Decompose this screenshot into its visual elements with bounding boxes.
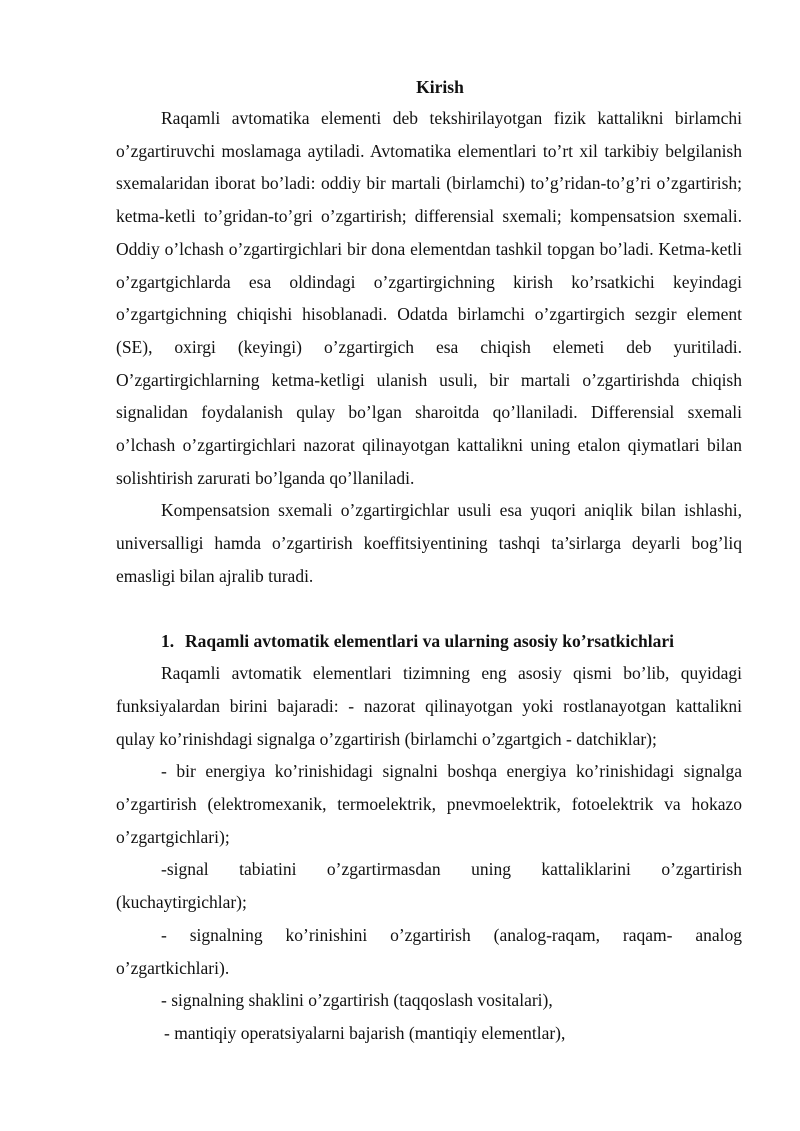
section-heading (116, 625, 742, 658)
list-item-analog-digital: - signalning ko’rinishini o’zgartirish (analog-raqam, raqam- analog o’zgartkichlari). (116, 924, 742, 978)
intro-paragraph-1: Raqamli avtomatika elementi deb tekshirilayotgan fizik kattalikni birlamchi o’zgartiruvchi moslamaga aytiladi. Avtomatika elementlari to’rt xil tarkibiy belgilanish sxemalaridan iborat bo’ladi: oddiy bir martali (birlamchi) to’g’ridan-to’g’ri o’zgartirish; ketma-ketli to’gridan-to’gri o’zgartirish; differensial sxemali; kompensatsion sxemali. Oddiy o’lchash o’zgartirgichlari bir dona elementdan tashkil topgan bo’ladi. Ketma-ketli o’zgartgichlarda esa oldindagi o’zgartirgichning kirish ko’rsatkichi keyindagi o’zgartgichning chiqishi hisoblanadi. Odatda birlamchi o’zgartirgich sezgir element (SE), oxirgi (keyingi) o’zgartirgich esa chiqish elemeti deb yuritiladi. O’zgartirgichlarning ketma-ketligi ulanish usuli, bir martali o’zgartirishda chiqish signalidan foydalanish qulay bo’lgan sharoitda qo’llaniladi. Differensial sxemali o’lchash o’zgartirgichlari nazorat qilinayotgan kattalikni uning etalon qiymatlari bilan solishtirish zarurati bo’lganda qo’llaniladi. (116, 108, 742, 488)
page-title: Kirish (416, 77, 464, 97)
intro-paragraph-2: Kompensatsion sxemali o’zgartirgichlar usuli esa yuqori aniqlik bilan ishlashi, universalligi hamda o’zgartirish koeffitsiyentining tashqi ta’sirlarga deyarli bog’liq emasligi bilan ajralib turadi. (116, 500, 742, 586)
list-item-signal-shape: - signalning shaklini o’zgartirish (taqqoslash vositalari), (161, 990, 553, 1011)
list-item-logic-operations: - mantiqiy operatsiyalarni bajarish (mantiqiy elementlar), (164, 1022, 566, 1043)
list-item-energy-conversion: - bir energiya ko’rinishidagi signalni boshqa energiya ko’rinishidagi signalga o’zgartirish (elektromexanik, termoelektrik, pnevmoelektrik, fotoelektrik va hokazo o’zgartgichlari); (116, 761, 742, 847)
list-item-amplifiers: -signal tabiatini o’zgartirmasdan uning kattaliklarini o’zgartirish (kuchaytirgichlar); (116, 859, 742, 913)
section-paragraph-1: Raqamli avtomatik elementlari tizimning eng asosiy qismi bo’lib, quyidagi funksiyalardan birini bajaradi: - nazorat qilinayotgan yoki rostlanayotgan kattalikni qulay ko’rinishdagi signalga o’zgartirish (birlamchi o’zgartgich - datchiklar); (116, 663, 742, 749)
section-number: 1. (161, 630, 175, 651)
section-title: Raqamli avtomatik elementlari va ularning asosiy ko’rsatkichlari (185, 630, 675, 651)
document-page (116, 72, 742, 1050)
